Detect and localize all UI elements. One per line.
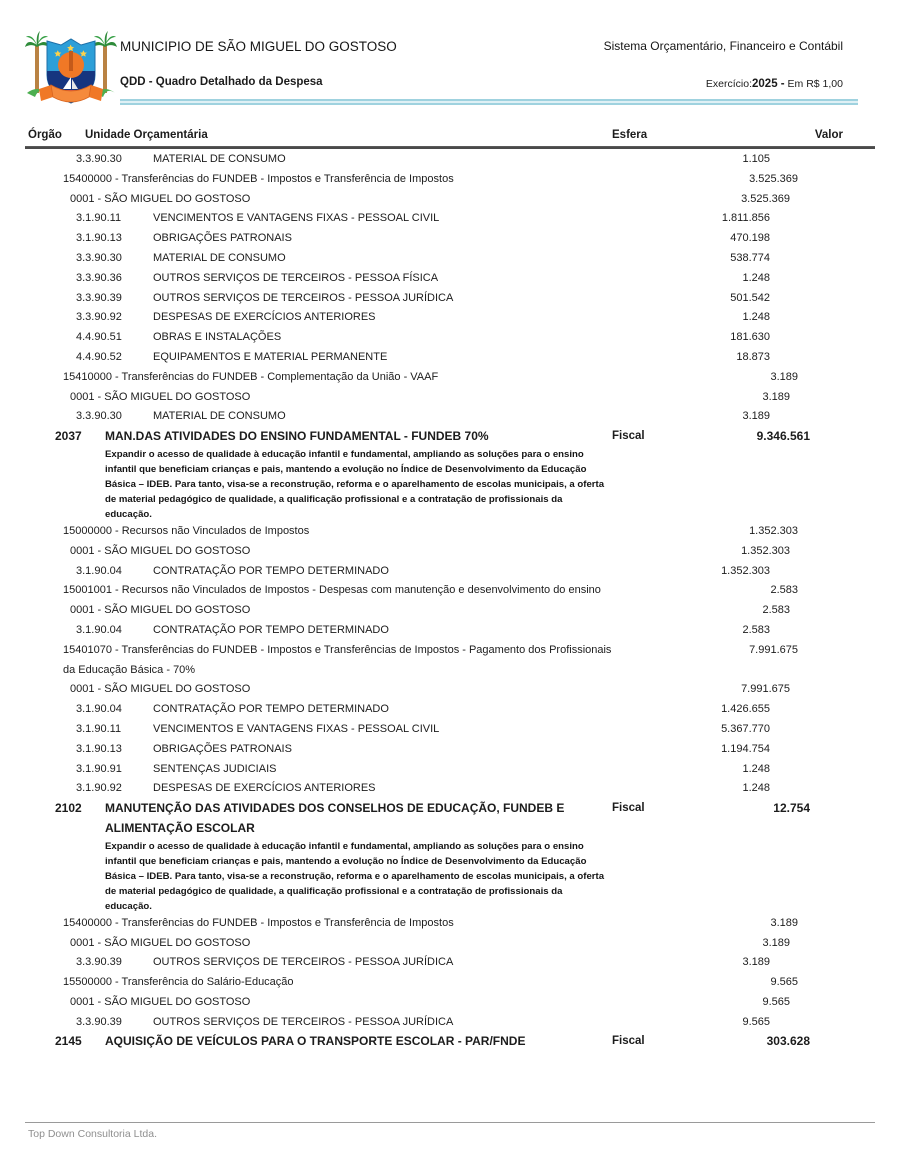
source-row — [28, 581, 845, 601]
amount-value: 470.198 — [730, 232, 770, 245]
amount-value: 9.565 — [762, 995, 790, 1008]
expense-element-code: 3.1.90.04 — [76, 623, 122, 636]
column-header-valor: Valor — [814, 129, 843, 141]
uo-label: 0001 - SÃO MIGUEL DO GOSTOSO — [70, 683, 251, 696]
expense-element-code: 3.3.90.39 — [76, 291, 122, 304]
expense-element-code: 3.1.90.04 — [76, 703, 122, 716]
expense-element-code: 4.4.90.52 — [76, 350, 122, 363]
table-body — [28, 150, 845, 1052]
amount-value: 181.630 — [730, 331, 770, 344]
amount-value: 3.189 — [762, 936, 790, 949]
amount-value: 1.352.303 — [749, 524, 798, 537]
element-label: CONTRATAÇÃO POR TEMPO DETERMINADO — [153, 703, 389, 716]
municipal-coat-of-arms-icon — [25, 27, 117, 117]
amount-value: 1.426.655 — [721, 703, 770, 716]
source-row — [28, 368, 845, 388]
uo-label: 0001 - SÃO MIGUEL DO GOSTOSO — [70, 604, 251, 617]
element-label: OBRIGAÇÕES PATRONAIS — [153, 232, 292, 245]
element-row — [28, 229, 845, 249]
element-row — [28, 621, 845, 641]
amount-value: 7.991.675 — [749, 643, 798, 656]
amount-value: 501.542 — [730, 291, 770, 304]
action-label: AQUISIÇÃO DE VEÍCULOS PARA O TRANSPORTE ESCOLAR - PAR/FNDE — [105, 1034, 526, 1049]
amount-value: 1.105 — [742, 153, 770, 165]
action-description-paragraph: Expandir o acesso de qualidade à educação infantil e fundamental, ampliando as soluções para o ensino infantil que beneficiam crianças e pais, mantendo a evolução no Índice de Desenvolvimento da Educação — [105, 448, 587, 475]
expense-element-code: 3.1.90.92 — [76, 782, 122, 795]
element-label: MATERIAL DE CONSUMO — [153, 153, 286, 165]
amount-value: 2.583 — [762, 604, 790, 617]
action-description — [105, 839, 605, 914]
amount-value: 538.774 — [730, 251, 770, 264]
element-row — [28, 269, 845, 289]
source-label: 15400000 - Transferências do FUNDEB - Impostos e Transferência de Impostos — [63, 916, 454, 929]
expense-element-code: 4.4.90.51 — [76, 331, 122, 344]
element-label: EQUIPAMENTOS E MATERIAL PERMANENTE — [153, 350, 388, 363]
element-label: DESPESAS DE EXERCÍCIOS ANTERIORES — [153, 311, 376, 324]
header-accent-bar — [120, 99, 858, 105]
element-label: OUTROS SERVIÇOS DE TERCEIROS - PESSOA JURÍDICA — [153, 291, 454, 304]
action-description-paragraph: Básica – IDEB. Para tanto, visa-se a reconstrução, reforma e o aparelhamento de escolas municipais, a oferta de material pedagógico de qualidade, a qualificação profissional e a contratação de profissionais da educação. — [105, 870, 605, 912]
element-label: OUTROS SERVIÇOS DE TERCEIROS - PESSOA FÍSICA — [153, 271, 439, 284]
source-row — [28, 522, 845, 542]
expense-element-code: 3.3.90.39 — [76, 1015, 122, 1028]
amount-value: 2.583 — [770, 584, 798, 597]
source-label: 15410000 - Transferências do FUNDEB - Complementação da União - VAAF — [63, 370, 439, 383]
element-label: SENTENÇAS JUDICIAIS — [153, 762, 277, 775]
exercise-label: Exercício: — [705, 78, 753, 90]
element-label: DESPESAS DE EXERCÍCIOS ANTERIORES — [153, 782, 376, 795]
uo-row — [28, 993, 845, 1013]
action-code: 2102 — [55, 801, 82, 816]
expense-element-code: 3.3.90.30 — [76, 410, 122, 423]
action-label: MANUTENÇÃO DAS ATIVIDADES DOS CONSELHOS DE EDUCAÇÃO, FUNDEB E ALIMENTAÇÃO ESCOLAR — [105, 801, 565, 835]
action-code: 2145 — [55, 1034, 82, 1049]
element-row — [28, 289, 845, 309]
element-row — [28, 760, 845, 780]
element-label: CONTRATAÇÃO POR TEMPO DETERMINADO — [153, 564, 389, 577]
amount-value: 3.189 — [742, 410, 770, 423]
amount-value: 3.525.369 — [749, 172, 798, 185]
esfera-value: Fiscal — [612, 1035, 645, 1048]
expense-element-code: 3.1.90.13 — [76, 742, 122, 755]
amount-value: 303.628 — [766, 1034, 810, 1049]
amount-value: 9.565 — [770, 976, 798, 989]
element-row — [28, 740, 845, 760]
uo-label: 0001 - SÃO MIGUEL DO GOSTOSO — [70, 544, 251, 557]
amount-value: 3.189 — [770, 370, 798, 383]
amount-value: 5.367.770 — [721, 722, 770, 735]
source-row — [28, 170, 845, 190]
action-label: MAN.DAS ATIVIDADES DO ENSINO FUNDAMENTAL - FUNDEB 70% — [105, 429, 489, 444]
amount-value: 3.189 — [770, 916, 798, 929]
amount-value: 3.525.369 — [741, 192, 790, 205]
amount-value: 1.248 — [742, 782, 770, 795]
element-row — [28, 407, 845, 427]
element-label: OBRIGAÇÕES PATRONAIS — [153, 742, 292, 755]
element-label: MATERIAL DE CONSUMO — [153, 410, 286, 423]
municipality-name: MUNICIPIO DE SÃO MIGUEL DO GOSTOSO — [120, 39, 397, 54]
element-label: OUTROS SERVIÇOS DE TERCEIROS - PESSOA JURÍDICA — [153, 956, 454, 969]
amount-value: 1.248 — [742, 762, 770, 775]
element-label: OBRAS E INSTALAÇÕES — [153, 331, 282, 344]
palm-right — [93, 31, 117, 93]
element-row — [28, 562, 845, 582]
uo-label: 0001 - SÃO MIGUEL DO GOSTOSO — [70, 995, 251, 1008]
exercise-info — [706, 78, 843, 90]
element-row — [28, 328, 845, 348]
report-title: QDD - Quadro Detalhado da Despesa — [120, 76, 323, 88]
expense-element-code: 3.3.90.30 — [76, 153, 122, 165]
element-row — [28, 1013, 845, 1033]
uo-label: 0001 - SÃO MIGUEL DO GOSTOSO — [70, 390, 251, 403]
currency-note: Em R$ 1,00 — [787, 78, 843, 90]
expense-element-code: 3.3.90.39 — [76, 956, 122, 969]
expense-element-code: 3.3.90.36 — [76, 271, 122, 284]
exercise-year: 2025 - — [752, 78, 785, 90]
source-label: 15500000 - Transferência do Salário-Educação — [63, 976, 294, 989]
action-description-paragraph: Básica – IDEB. Para tanto, visa-se a reconstrução, reforma e o aparelhamento de escolas municipais, a oferta de material pedagógico de qualidade, a qualificação profissional e a contratação de profissionais da educação. — [105, 478, 605, 520]
source-label: 15001001 - Recursos não Vinculados de Impostos - Despesas com manutenção e desenvolvimento do ensino — [63, 584, 601, 597]
element-label: MATERIAL DE CONSUMO — [153, 251, 286, 264]
action-description-paragraph: Expandir o acesso de qualidade à educação infantil e fundamental, ampliando as soluções para o ensino infantil que beneficiam crianças e pais, mantendo a evolução no Índice de Desenvolvimento da Educação — [105, 840, 587, 867]
source-row — [28, 914, 845, 934]
uo-row — [28, 542, 845, 562]
element-row — [28, 150, 845, 170]
amount-value: 1.248 — [742, 311, 770, 324]
action-description — [105, 447, 605, 522]
table-header-rule — [25, 146, 875, 149]
column-header-esfera: Esfera — [612, 129, 648, 141]
uo-row — [28, 388, 845, 408]
source-row — [28, 973, 845, 993]
element-row — [28, 700, 845, 720]
column-header-orgao: Órgão — [28, 129, 62, 141]
uo-row — [28, 934, 845, 954]
element-label: VENCIMENTOS E VANTAGENS FIXAS - PESSOAL CIVIL — [153, 722, 440, 735]
element-row — [28, 779, 845, 799]
expense-element-code: 3.1.90.11 — [76, 722, 122, 735]
amount-value: 9.565 — [742, 1015, 770, 1028]
element-row — [28, 953, 845, 973]
palm-left — [25, 31, 49, 93]
column-header-unidade: Unidade Orçamentária — [85, 129, 208, 141]
source-label: 15400000 - Transferências do FUNDEB - Impostos e Transferência de Impostos — [63, 172, 454, 185]
element-row — [28, 348, 845, 368]
element-row — [28, 720, 845, 740]
element-label: VENCIMENTOS E VANTAGENS FIXAS - PESSOAL CIVIL — [153, 212, 440, 225]
expense-element-code: 3.1.90.04 — [76, 564, 122, 577]
element-row — [28, 308, 845, 328]
uo-row — [28, 601, 845, 621]
amount-value: 3.189 — [762, 390, 790, 403]
footer-company: Top Down Consultoria Ltda. — [28, 1128, 157, 1140]
table-header — [0, 129, 900, 143]
source-label: 15000000 - Recursos não Vinculados de Impostos — [63, 524, 310, 537]
expense-element-code: 3.1.90.91 — [76, 762, 122, 775]
amount-value: 1.811.856 — [721, 212, 770, 225]
uo-label: 0001 - SÃO MIGUEL DO GOSTOSO — [70, 936, 251, 949]
action-code: 2037 — [55, 429, 82, 444]
source-row — [28, 641, 845, 681]
source-label: 15401070 - Transferências do FUNDEB - Impostos e Transferências de Impostos - Pagamento dos Profissionais da Educação Básica - 70% — [63, 643, 612, 676]
footer-rule — [25, 1122, 875, 1123]
expense-element-code: 3.1.90.13 — [76, 232, 122, 245]
uo-label: 0001 - SÃO MIGUEL DO GOSTOSO — [70, 192, 251, 205]
element-row — [28, 209, 845, 229]
expense-element-code: 3.1.90.11 — [76, 212, 122, 225]
amount-value: 12.754 — [773, 801, 810, 816]
esfera-value: Fiscal — [612, 802, 645, 815]
action-row — [28, 1032, 845, 1052]
element-label: CONTRATAÇÃO POR TEMPO DETERMINADO — [153, 623, 389, 636]
amount-value: 1.352.303 — [741, 544, 790, 557]
element-row — [28, 249, 845, 269]
esfera-value: Fiscal — [612, 430, 645, 443]
amount-value: 3.189 — [742, 956, 770, 969]
amount-value: 2.583 — [742, 623, 770, 636]
system-name: Sistema Orçamentário, Financeiro e Contábil — [603, 39, 843, 53]
amount-value: 1.248 — [742, 271, 770, 284]
amount-value: 9.346.561 — [756, 429, 810, 444]
expense-element-code: 3.3.90.30 — [76, 251, 122, 264]
uo-row — [28, 680, 845, 700]
amount-value: 18.873 — [736, 350, 770, 363]
expense-element-code: 3.3.90.92 — [76, 311, 122, 324]
amount-value: 7.991.675 — [741, 683, 790, 696]
amount-value: 1.194.754 — [721, 742, 770, 755]
amount-value: 1.352.303 — [721, 564, 770, 577]
uo-row — [28, 190, 845, 210]
action-row — [28, 427, 845, 447]
element-label: OUTROS SERVIÇOS DE TERCEIROS - PESSOA JURÍDICA — [153, 1015, 454, 1028]
action-row — [28, 799, 845, 839]
